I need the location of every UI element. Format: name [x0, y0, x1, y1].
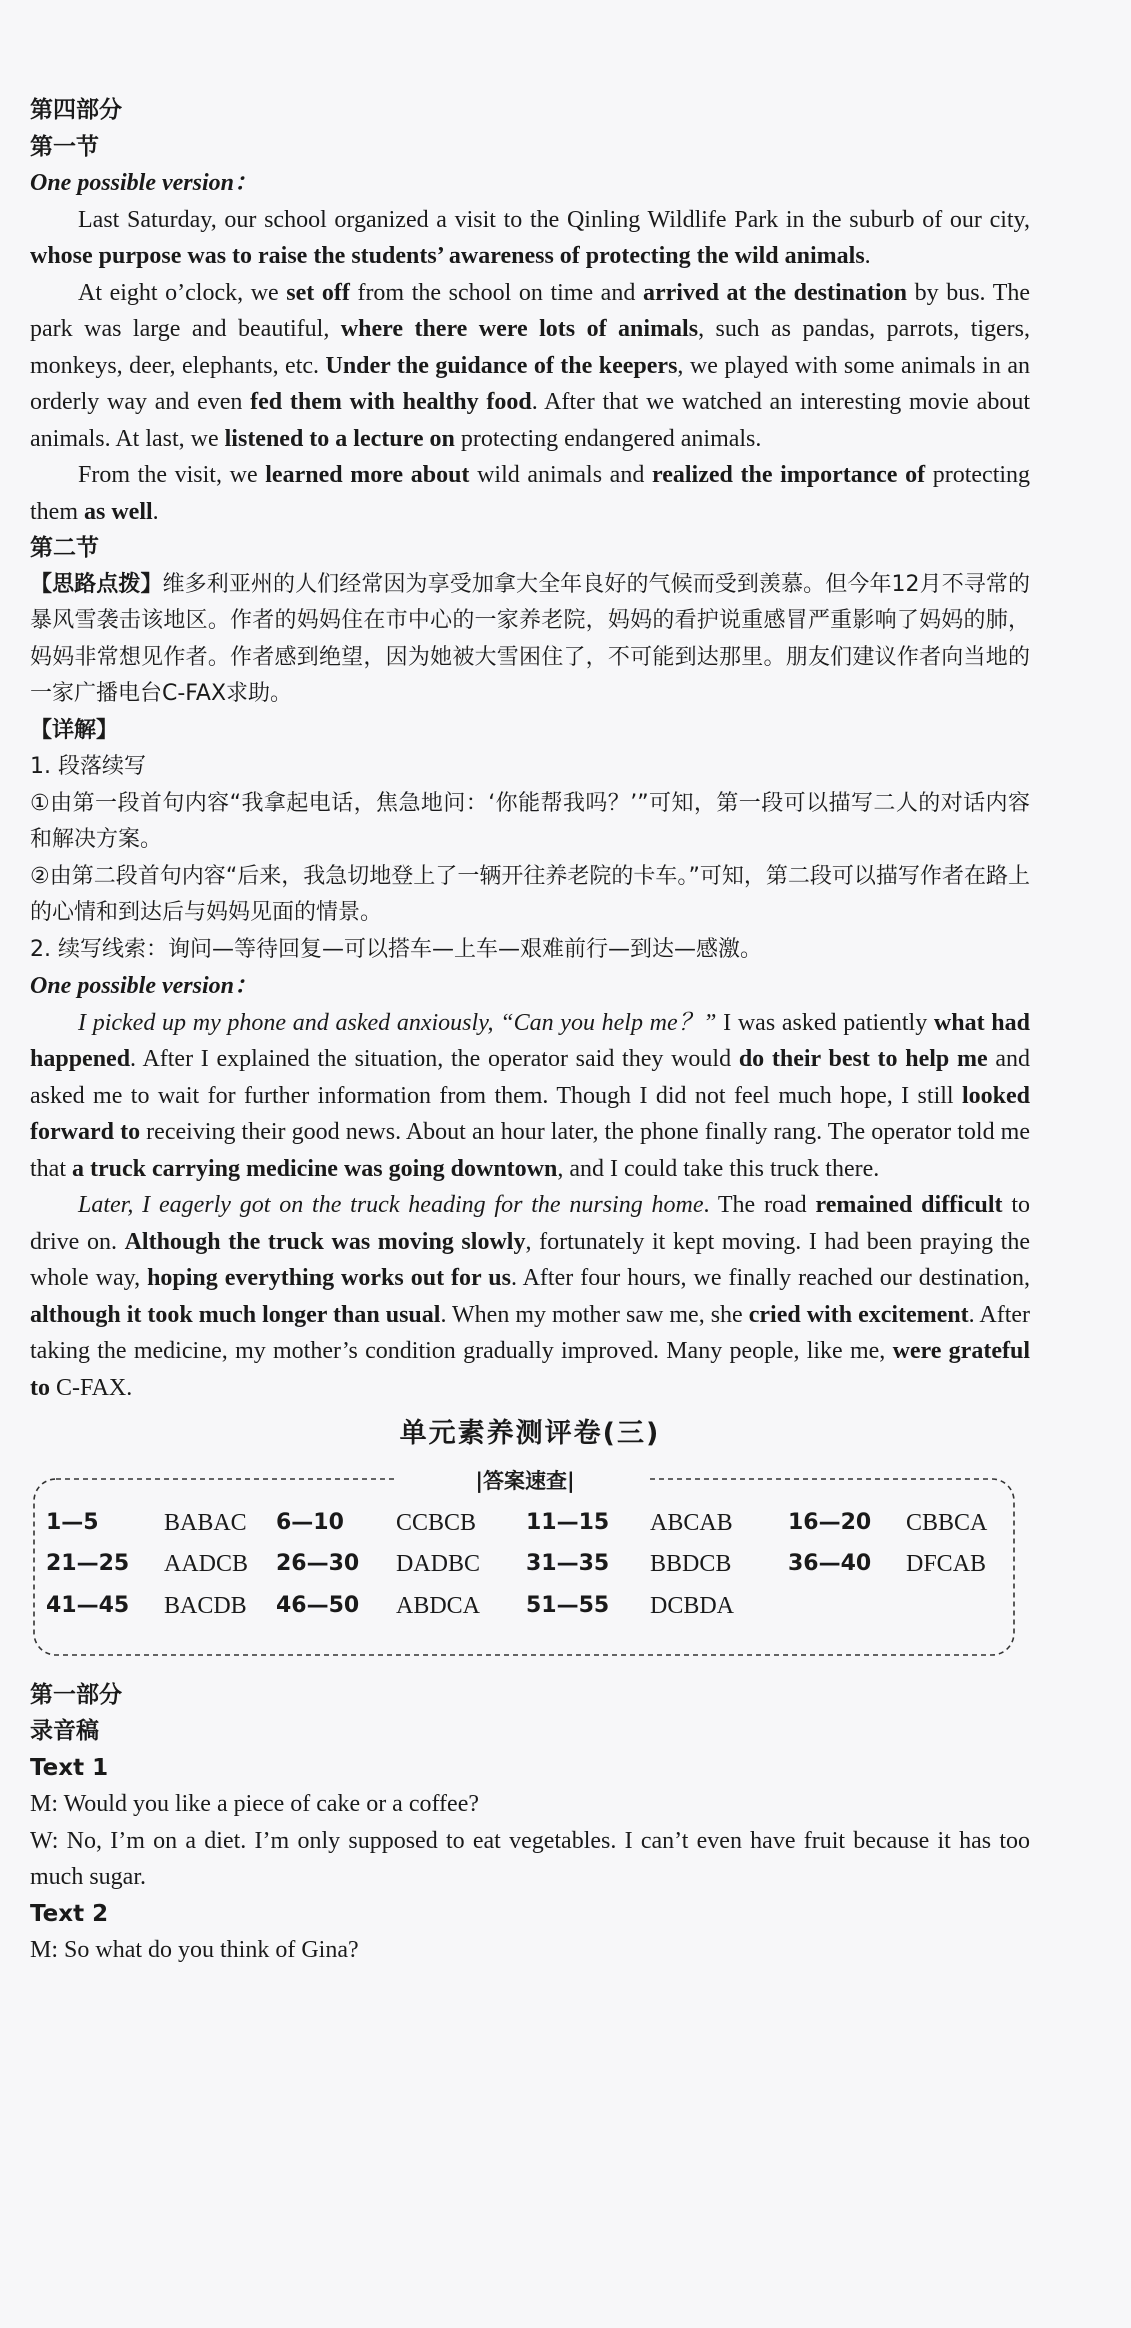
- bold-phrase: a truck carrying medicine was going downtown: [72, 1155, 558, 1182]
- bold-phrase: what had happened: [30, 1009, 1030, 1072]
- answer-letters: [906, 1588, 1026, 1625]
- text-run: .: [864, 243, 871, 269]
- tips-paragraph: [30, 567, 1030, 713]
- answer-range: 6—10: [276, 1509, 344, 1535]
- unit-test-title: 单元素养测评卷(三): [399, 1418, 661, 1449]
- bold-phrase: listened to a lecture on: [224, 425, 455, 452]
- answer-range: 11—15: [526, 1509, 610, 1535]
- text-run: . After four hours, we finally reached our destination,: [510, 1265, 1031, 1291]
- detail-item-2: 2. 续写线索：询问—等待回复—可以搭车—上车—艰难前行—到达—感激。: [30, 936, 762, 962]
- text-run: . After that we watched an interesting movie about animals. At last, we: [30, 389, 1030, 452]
- text-run: . When my mother saw me, she: [440, 1301, 749, 1328]
- dialogue-line: M: Would you like a piece of cake or a coffee?: [30, 1791, 479, 1817]
- detail-item-1a: ①由第一段首句内容“我拿起电话，焦急地问：‘你能帮我吗？’”可知，第一段可以描写二人的对话内容和解决方案。: [30, 790, 1030, 852]
- section-one-heading: 第一节: [30, 133, 99, 160]
- essay-one: [30, 202, 1030, 531]
- dialogue-line: M: So what do you think of Gina?: [30, 1937, 359, 1963]
- text-run: receiving their good news. About an hour later, the phone finally rang. The operator told me that: [30, 1119, 1031, 1182]
- answer-letters: DCBDA: [650, 1592, 735, 1619]
- italic-sentence: I picked up my phone and asked anxiously, “Can you help me？”: [78, 1009, 717, 1036]
- essay-two-paragraph: [30, 1005, 1030, 1188]
- essay-one-paragraph: [30, 457, 1030, 530]
- answer-range: 51—55: [526, 1592, 610, 1618]
- text-run: from the school on time and: [349, 279, 643, 306]
- text-run: wild animals and: [469, 462, 652, 488]
- answer-letters: BACDB: [164, 1592, 247, 1619]
- answer-key-title: |答案速查|: [475, 1468, 575, 1493]
- bold-phrase: cried with excitement: [748, 1301, 969, 1328]
- bold-phrase: whose purpose was to raise the students’ awareness of protecting the wild animals: [30, 243, 865, 269]
- text-run: by bus. The park was large and beautiful,: [30, 279, 1031, 342]
- text-run: At eight o’clock, we: [78, 279, 287, 306]
- essay-one-paragraph: [30, 275, 1030, 458]
- part-one-heading: 第一部分: [30, 1681, 122, 1708]
- answer-letters: ABCAB: [650, 1509, 733, 1536]
- text-run: protecting endangered animals.: [454, 425, 762, 452]
- text-run: , such as pandas, parrots, tigers, monkeys, deer, elephants, etc.: [30, 316, 1031, 379]
- tips-text: 维多利亚州的人们经常因为享受加拿大全年良好的气候而受到羡慕。但今年12月不寻常的暴风雪袭击该地区。作者的妈妈住在市中心的一家养老院，妈妈的看护说重感冒严重影响了妈妈的肺，妈妈非常想见作者。作者感到绝望，因为她被大雪困住了，不可能到达那里。朋友们建议作者向当地的一家广播电台C-FAX求助。: [30, 571, 1030, 706]
- text-run: , we played with some animals in an orderly way and even: [30, 352, 1030, 415]
- text-run: , fortunately it kept moving. I had been praying the whole way,: [30, 1228, 1030, 1291]
- detail-label: 【详解】: [30, 717, 119, 743]
- text-2-label: Text 2: [30, 1900, 109, 1927]
- text-run: . After taking the medicine, my mother’s condition gradually improved. Many people, like me,: [30, 1301, 1031, 1364]
- text-run: Last Saturday, our school organized a visit to the Qinling Wildlife Park in the suburb of our city,: [78, 206, 1030, 233]
- bold-phrase: as well: [84, 498, 153, 525]
- text-run: From the visit, we: [78, 462, 266, 488]
- answer-letters: CBBCA: [906, 1509, 988, 1536]
- text-run: I was asked patiently: [716, 1009, 934, 1036]
- text-run: to drive on.: [30, 1192, 1030, 1255]
- bold-phrase: where there were lots of animals: [340, 316, 699, 342]
- answer-range: 46—50: [276, 1592, 360, 1618]
- dialogue-line: W: No, I’m on a diet. I’m only supposed to eat vegetables. I can’t even have fruit because it has too much sugar.: [30, 1827, 1030, 1890]
- answer-key-grid: [46, 1505, 1026, 1625]
- text-run: C-FAX.: [50, 1374, 133, 1401]
- italic-sentence: Later, I eagerly got on the truck heading for the nursing home: [78, 1192, 704, 1218]
- part-four-heading: 第四部分: [30, 97, 122, 123]
- answer-key-box: [30, 1465, 1020, 1661]
- answer-range: 31—35: [526, 1551, 610, 1576]
- answer-range: 21—25: [46, 1551, 130, 1576]
- essay-one-paragraph: [30, 202, 1030, 275]
- bold-phrase: looked forward to: [30, 1082, 1030, 1145]
- section-two-heading: 第二节: [30, 535, 99, 561]
- text-run: . The road: [703, 1192, 816, 1218]
- answer-letters: DADBC: [396, 1551, 481, 1577]
- text-run: . After I explained the situation, the operator said they would: [130, 1046, 739, 1072]
- text-2-dialogue: [30, 1932, 1030, 1969]
- bold-phrase: remained difficult: [815, 1192, 1003, 1218]
- document-content: [30, 92, 1030, 1969]
- bold-phrase: set off: [286, 279, 350, 306]
- answer-letters: BBDCB: [650, 1551, 732, 1577]
- answer-range: [788, 1588, 906, 1625]
- answer-letters: BABAC: [164, 1509, 247, 1536]
- text-1-label: Text 1: [30, 1754, 109, 1781]
- answer-range: 16—20: [788, 1509, 872, 1535]
- bold-phrase: Although the truck was moving slowly: [124, 1228, 526, 1255]
- text-run: , and I could take this truck there.: [557, 1155, 880, 1182]
- bold-phrase: Under the guidance of the keepers: [325, 352, 678, 379]
- text-1-dialogue: [30, 1786, 1030, 1896]
- answer-range: 26—30: [276, 1551, 360, 1576]
- bold-phrase: fed them with healthy food: [250, 389, 532, 415]
- answer-range: 1—5: [46, 1509, 99, 1535]
- essay-two-paragraph: [30, 1187, 1030, 1406]
- detail-item-1b: ②由第二段首句内容“后来，我急切地登上了一辆开往养老院的卡车。”可知，第二段可以描写作者在路上的心情和到达后与妈妈见面的情景。: [30, 863, 1030, 925]
- possible-version-label: One possible version：: [30, 170, 258, 196]
- possible-version-label-2: One possible version：: [30, 973, 258, 999]
- answer-letters: AADCB: [164, 1551, 249, 1577]
- answer-letters: CCBCB: [396, 1509, 477, 1536]
- detail-item-1: 1. 段落续写: [30, 754, 146, 779]
- answer-range: 41—45: [46, 1592, 130, 1618]
- bold-phrase: do their best to help me: [738, 1046, 988, 1072]
- bold-phrase: realized the importance of: [651, 462, 926, 488]
- text-run: and asked me to wait for further information from them. Though I did not feel much hope, I still: [30, 1046, 1030, 1109]
- bold-phrase: arrived at the destination: [642, 279, 908, 306]
- text-run: protecting them: [30, 462, 1031, 525]
- tips-label: 【思路点拨】: [30, 571, 163, 597]
- essay-two: [30, 1005, 1030, 1407]
- text-run: .: [152, 498, 159, 525]
- transcript-heading: 录音稿: [30, 1718, 99, 1744]
- bold-phrase: hoping everything works out for us: [147, 1265, 511, 1291]
- answer-range: 36—40: [788, 1551, 872, 1576]
- answer-letters: DFCAB: [906, 1551, 987, 1577]
- bold-phrase: although it took much longer than usual: [30, 1301, 441, 1328]
- answer-letters: ABDCA: [396, 1592, 481, 1619]
- bold-phrase: were grateful to: [30, 1338, 1030, 1401]
- bold-phrase: learned more about: [265, 462, 470, 488]
